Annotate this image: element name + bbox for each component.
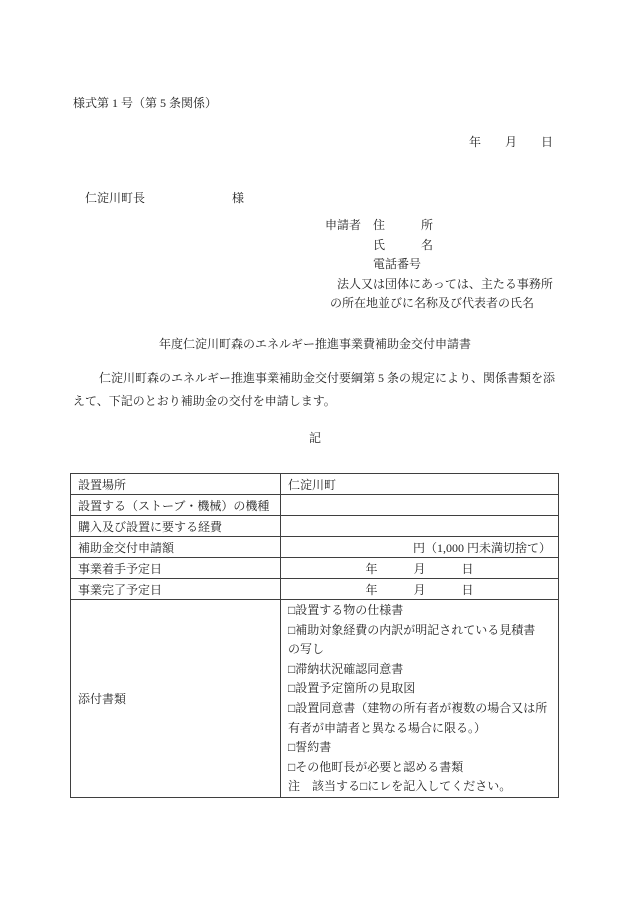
applicant-name-line: 氏 名	[373, 237, 434, 252]
record-mark: 記	[308, 431, 321, 445]
table-row-start-date	[71, 558, 558, 579]
checkbox-icon: □	[288, 661, 296, 676]
table-row-equipment-model	[71, 495, 558, 516]
row-label: 事業完了予定日	[71, 579, 281, 599]
row-value: 年 月 日	[365, 582, 474, 597]
attachment-line	[288, 601, 551, 621]
table-row-installation-place	[71, 474, 558, 495]
table-row-subsidy-amount	[71, 537, 558, 558]
checkbox-icon: □	[288, 759, 296, 774]
attachment-line	[288, 621, 551, 641]
attachment-line	[288, 699, 551, 719]
corporate-note-line-1: 法人又は団体にあっては、主たる事務所	[337, 276, 553, 291]
row-value: 年 月 日	[365, 561, 474, 576]
attachment-text: 補助対象経費の内訳が明記されている見積書	[295, 622, 536, 637]
row-value	[281, 516, 558, 536]
row-label: 設置する（ストーブ・機械）の機種	[71, 495, 281, 515]
attachment-line	[288, 738, 551, 758]
body-line-2: えて、下記のとおり補助金の交付を申請します。	[73, 394, 336, 408]
application-table	[70, 473, 559, 798]
attachment-line-continuation	[288, 719, 551, 739]
corporate-note-line-2: の所在地並びに名称及び代表者の氏名	[330, 296, 535, 310]
attachment-text: 設置する物の仕様書	[295, 603, 404, 617]
applicant-phone-line: 電話番号	[373, 257, 422, 271]
attachment-note-line	[288, 777, 551, 797]
attachment-text: その他町長が必要と認める書類	[295, 759, 464, 774]
row-label: 補助金交付申請額	[71, 537, 281, 557]
attachment-text: 滞納状況確認同意書	[295, 661, 404, 676]
checkbox-icon: □	[288, 622, 296, 637]
attachments-label: 添付書類	[71, 600, 281, 797]
form-number: 様式第 1 号（第 5 条関係）	[73, 96, 218, 110]
body-line-1: 仁淀川町森のエネルギー推進事業補助金交付要綱第 5 条の規定により、関係書類を添	[99, 371, 556, 385]
applicant-block	[325, 216, 553, 314]
row-label: 購入及び設置に要する経費	[71, 516, 281, 536]
checkbox-icon: □	[288, 603, 296, 617]
attachment-text: 有者が申請者と異なる場合に限る。）	[288, 720, 487, 735]
row-value: 円（1,000 円未満切捨て）	[412, 540, 551, 555]
addressee-line	[73, 174, 244, 222]
attachment-line	[288, 660, 551, 680]
addressee-honorific: 様	[232, 191, 245, 205]
attachment-line	[288, 758, 551, 778]
date-line: 年 月 日	[468, 135, 553, 149]
checkbox-icon: □	[288, 740, 296, 755]
attachment-text: 誓約書	[295, 740, 332, 755]
applicant-address-line: 申請者 住 所	[325, 218, 434, 232]
attachment-text: 注 該当する□にレを記入してください。	[288, 779, 512, 794]
document-title: 年度仁淀川町森のエネルギー推進事業費補助金交付申請書	[158, 337, 471, 351]
attachment-lines	[281, 600, 558, 797]
table-row-completion-date	[71, 579, 558, 600]
checkbox-icon: □	[288, 700, 296, 715]
body-paragraph	[73, 367, 559, 413]
attachment-text: 設置同意書（建物の所有者が複数の場合又は所	[295, 700, 548, 715]
attachment-line	[288, 679, 551, 699]
checkbox-icon: □	[288, 681, 296, 696]
row-label: 設置場所	[71, 474, 281, 494]
attachment-text: の写し	[288, 642, 325, 657]
row-label: 事業着手予定日	[71, 558, 281, 578]
table-row-attachments	[71, 600, 558, 797]
addressee: 仁淀川町長	[85, 191, 146, 205]
attachment-text: 設置予定箇所の見取図	[295, 681, 416, 696]
table-row-purchase-cost	[71, 516, 558, 537]
row-value: 仁淀川町	[288, 477, 337, 492]
attachment-line-continuation	[288, 640, 551, 660]
row-value	[281, 495, 558, 515]
